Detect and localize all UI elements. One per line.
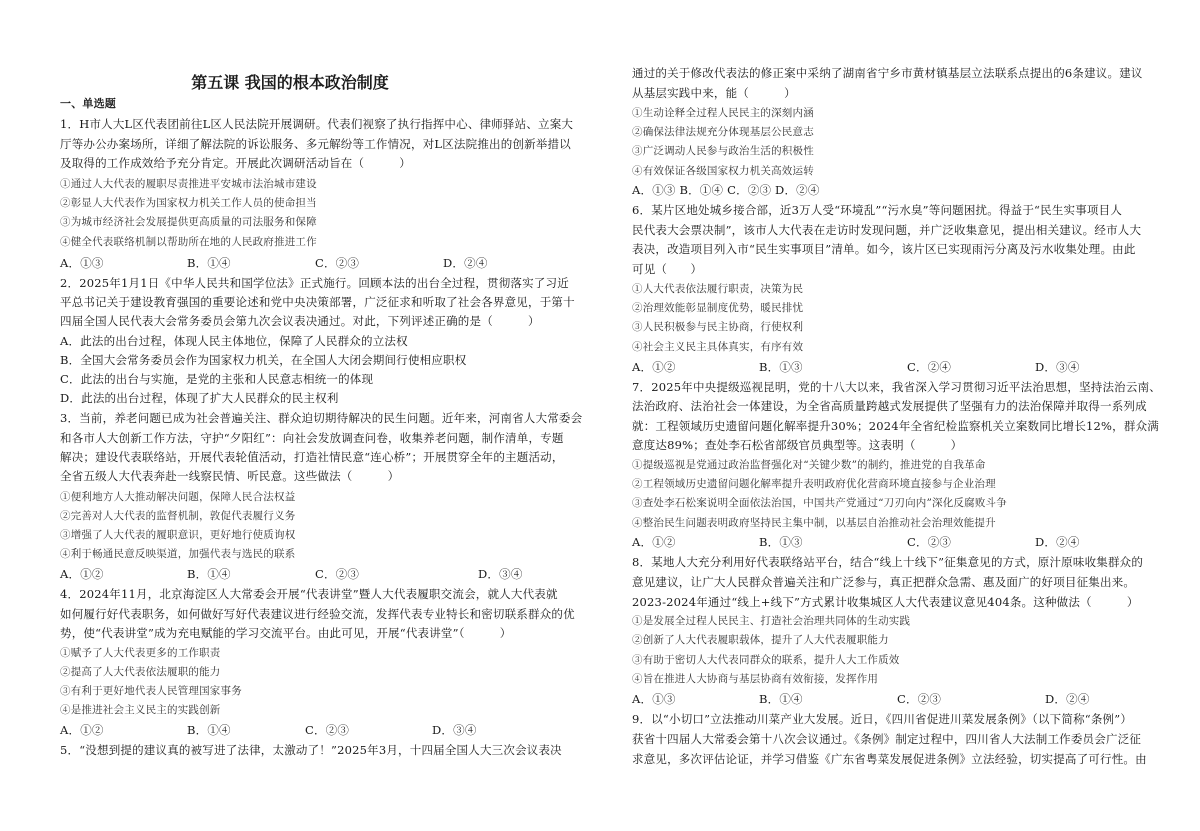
question-3-text: 和各市人大创新工作方法，守护“夕阳红”：向社会发放调查问卷，收集养老问题，制作清单，专题 <box>60 431 564 445</box>
page-title: 第五课 我国的根本政治制度 <box>191 73 389 92</box>
choice-d[interactable]: D．②④ <box>1045 692 1090 706</box>
choice-d[interactable]: D．此法的出台过程，体现了扩大人民群众的民主权利 <box>60 391 339 405</box>
option-2: ②治理效能彰显制度优势，暖民排忧 <box>632 302 804 314</box>
choice-b[interactable]: B．①④ <box>187 256 231 270</box>
option-4: ④利于畅通民意反映渠道，加强代表与选民的联系 <box>60 548 296 560</box>
choice-b[interactable]: B．①③ <box>759 360 803 374</box>
question-5-text: 通过的关于修改代表法的修正案中采纳了湖南省宁乡市黄材镇基层立法联系点提出的6条建议。建议 <box>632 66 1143 80</box>
option-4: ④社会主义民主具体真实，有序有效 <box>632 341 804 353</box>
choice-a[interactable]: A．①② <box>632 360 676 374</box>
option-4: ④整治民生问题表明政府坚持民主集中制，以基层自治推动社会治理效能提升 <box>632 517 996 529</box>
question-8: 8．某地人大充分利用好代表联络站平台，结合“线上十线下”征集意见的方式，原汁原味收集群众的 <box>632 555 1144 569</box>
option-2: ②彰显人大代表作为国家权力机关工作人员的使命担当 <box>60 197 317 209</box>
option-1: ①通过人大代表的履职尽责推进平安城市法治城市建设 <box>60 178 317 190</box>
answer-choices-q5[interactable]: A．①③ B．①④ C．②③ D．②④ <box>632 183 820 197</box>
question-1-text: 厅等办公办案场所，详细了解法院的诉讼服务、多元解纷等工作情况，对L区法院推出的创新举措以 <box>60 137 571 151</box>
choice-c[interactable]: C．②③ <box>897 692 942 706</box>
question-9: 9．以“小切口”立法推动川菜产业大发展。近日，《四川省促进川菜发展条例》（以下简称“条例”） <box>632 712 1133 726</box>
option-1: ①人大代表依法履行职责，决策为民 <box>632 283 804 295</box>
option-3: ③有助于密切人大代表同群众的联系，提升人大工作质效 <box>632 654 900 666</box>
question-6-text: 表决，改造项目列入市“民生实事项目”清单。如今，该片区已实现雨污分离及污水收集处理。由此 <box>632 242 1136 256</box>
option-3: ③查处李石松案说明全面依法治国，中国共产党通过“刀刃向内”深化反腐败斗争 <box>632 497 1007 509</box>
choice-b[interactable]: B．①③ <box>759 535 803 549</box>
question-7-text: 法治政府、法治社会一体建设，为全省高质量跨越式发展提供了坚强有力的法治保障并取得一系列成 <box>632 399 1147 413</box>
choice-a[interactable]: A．①② <box>632 535 676 549</box>
section-heading: 一、单选题 <box>60 97 116 110</box>
choice-a[interactable]: A．①③ <box>632 692 676 706</box>
question-2: 2．2025年1月1日《中华人民共和国学位法》正式施行。回顾本法的出台全过程，贯彻落实了习近 <box>60 276 569 290</box>
choice-d[interactable]: D．②④ <box>443 256 488 270</box>
question-3-text: 解决；建设代表联络站，开展代表轮值活动，打造社情民意“连心桥”；开展贯穿全年的主题活动， <box>60 450 564 464</box>
question-1-text: 及取得的工作成效给予充分肯定。开展此次调研活动旨在（ ） <box>60 156 411 170</box>
choice-a[interactable]: A．①② <box>60 567 104 581</box>
question-4-text: 势，使“代表讲堂”成为充电赋能的学习交流平台。由此可见，开展“代表讲堂”（ ） <box>60 626 512 640</box>
choice-a[interactable]: A．此法的出台过程，体现人民主体地位，保障了人民群众的立法权 <box>60 334 408 348</box>
option-2: ②完善对人大代表的监督机制，敦促代表履行义务 <box>60 510 296 522</box>
choice-b[interactable]: B．全国大会常务委员会作为国家权力机关，在全国人大闭会期间行使相应职权 <box>60 353 467 367</box>
question-5-text: 从基层实践中来，能（ ） <box>632 86 796 100</box>
option-4: ④旨在推进人大协商与基层协商有效衔接，发挥作用 <box>632 673 879 685</box>
question-1: 1．H市人大L区代表团前往L区人民法院开展调研。代表们视察了执行指挥中心、律师驿站、立案大 <box>60 117 574 131</box>
question-7: 7．2025年中央提级巡视昆明，党的十八大以来，我省深入学习贯彻习近平法治思想，坚持法治云南、 <box>632 380 1161 394</box>
question-9-text: 获省十四届人大常委会第十八次会议通过。《条例》制定过程中，四川省人大法制工作委员会广泛征 <box>632 732 1142 746</box>
question-8-text: 2023-2024年通过“线上+线下”方式累计收集城区人大代表建议意见404条。这种做法（ ） <box>632 595 1139 609</box>
question-2-text: 四届全国人民代表大会常务委员会第九次会议表决通过。对此，下列评述正确的是（ ） <box>60 314 540 328</box>
choice-c[interactable]: C．②③ <box>305 723 350 737</box>
option-2: ②提高了人大代表依法履职的能力 <box>60 666 221 678</box>
question-3-text: 全省五级人大代表奔赴一线察民情、听民意。这些做法（ ） <box>60 469 400 483</box>
option-3: ③有利于更好地代表人民管理国家事务 <box>60 685 242 697</box>
question-4-text: 如何履行好代表职务，如何做好写好代表建议进行经验交流，发挥代表专业特长和密切联系群众的优 <box>60 607 575 621</box>
question-3: 3．当前，养老问题已成为社会普遍关注、群众迫切期待解决的民生问题。近年来，河南省人大常委会 <box>60 411 583 425</box>
question-8-text: 意见建议，让广大人民群众普遍关注和广泛参与，真正把群众急需、惠及面广的好项目征集出来。 <box>632 575 1136 589</box>
question-7-text: 就：工程领域历史遗留问题化解率提升30%；2024年全省纪检监察机关立案数同比增长12%，群众满 <box>632 419 1159 433</box>
option-3: ③人民积极参与民主协商，行使权利 <box>632 321 804 333</box>
choice-d[interactable]: D．③④ <box>1035 360 1080 374</box>
option-2: ②创新了人大代表履职载体，提升了人大代表履职能力 <box>632 634 889 646</box>
option-1: ①生动诠释全过程人民民主的深刻内涵 <box>632 107 814 119</box>
choice-c[interactable]: C．②③ <box>315 256 360 270</box>
option-3: ③广泛调动人民参与政治生活的积极性 <box>632 145 814 157</box>
choice-a[interactable]: A．①③ <box>60 256 104 270</box>
option-4: ④健全代表联络机制以帮助所在地的人民政府推进工作 <box>60 236 317 248</box>
choice-c[interactable]: C．②③ <box>315 567 360 581</box>
question-7-text: 意度达89%；查处李石松省部级官员典型等。这表明（ ） <box>632 438 963 452</box>
option-3: ③为城市经济社会发展提供更高质量的司法服务和保障 <box>60 216 317 228</box>
question-9-text: 求意见，多次评估论证，并学习借鉴《广东省粤菜发展促进条例》立法经验，切实提高了可行性。由 <box>632 752 1147 766</box>
choice-c[interactable]: C．②④ <box>907 360 952 374</box>
option-1: ①提级巡视是党通过政治监督强化对“关键少数”的制约，推进党的自我革命 <box>632 459 986 471</box>
choice-b[interactable]: B．①④ <box>759 692 803 706</box>
choice-d[interactable]: D．③④ <box>432 723 477 737</box>
question-4: 4．2024年11月，北京海淀区人大常委会开展“代表讲堂”暨人大代表履职交流会，就人大代表就 <box>60 587 558 601</box>
choice-d[interactable]: D．③④ <box>478 567 523 581</box>
option-4: ④有效保证各级国家权力机关高效运转 <box>632 165 814 177</box>
choice-b[interactable]: B．①④ <box>187 723 231 737</box>
choice-b[interactable]: B．①④ <box>187 567 231 581</box>
choice-c[interactable]: C．②③ <box>907 535 952 549</box>
option-2: ②工程领域历史遗留问题化解率提升表明政府优化营商环境直接参与企业治理 <box>632 478 996 490</box>
question-6: 6．某片区地处城乡接合部，近3万人受“环境乱”“污水臭”等问题困扰。得益于“民生实事项目人 <box>632 203 1123 217</box>
choice-c[interactable]: C．此法的出台与实施，是党的主张和人民意志相统一的体现 <box>60 372 374 386</box>
question-6-text: 可见（ ） <box>632 262 703 276</box>
option-4: ④是推进社会主义民主的实践创新 <box>60 704 221 716</box>
option-1: ①便利地方人大推动解决问题，保障人民合法权益 <box>60 491 296 503</box>
question-5: 5．“没想到提的建议真的被写进了法律，太激动了！”2025年3月，十四届全国人大三次会议表决 <box>60 743 562 757</box>
option-3: ③增强了人大代表的履职意识，更好地行使质询权 <box>60 529 296 541</box>
question-6-text: 民代表大会票决制”，该市人大代表在走访时发现问题，并广泛收集意见，提出相关建议。经市人大 <box>632 223 1142 237</box>
option-2: ②确保法律法规充分体现基层公民意志 <box>632 126 814 138</box>
option-1: ①是发展全过程人民民主、打造社会治理共同体的生动实践 <box>632 615 911 627</box>
choice-a[interactable]: A．①② <box>60 723 104 737</box>
option-1: ①赋予了人大代表更多的工作职责 <box>60 647 221 659</box>
choice-d[interactable]: D．②④ <box>1035 535 1080 549</box>
question-2-text: 平总书记关于建设教育强国的重要论述和党中央决策部署，广泛征求和听取了社会各界意见，于第十 <box>60 295 575 309</box>
